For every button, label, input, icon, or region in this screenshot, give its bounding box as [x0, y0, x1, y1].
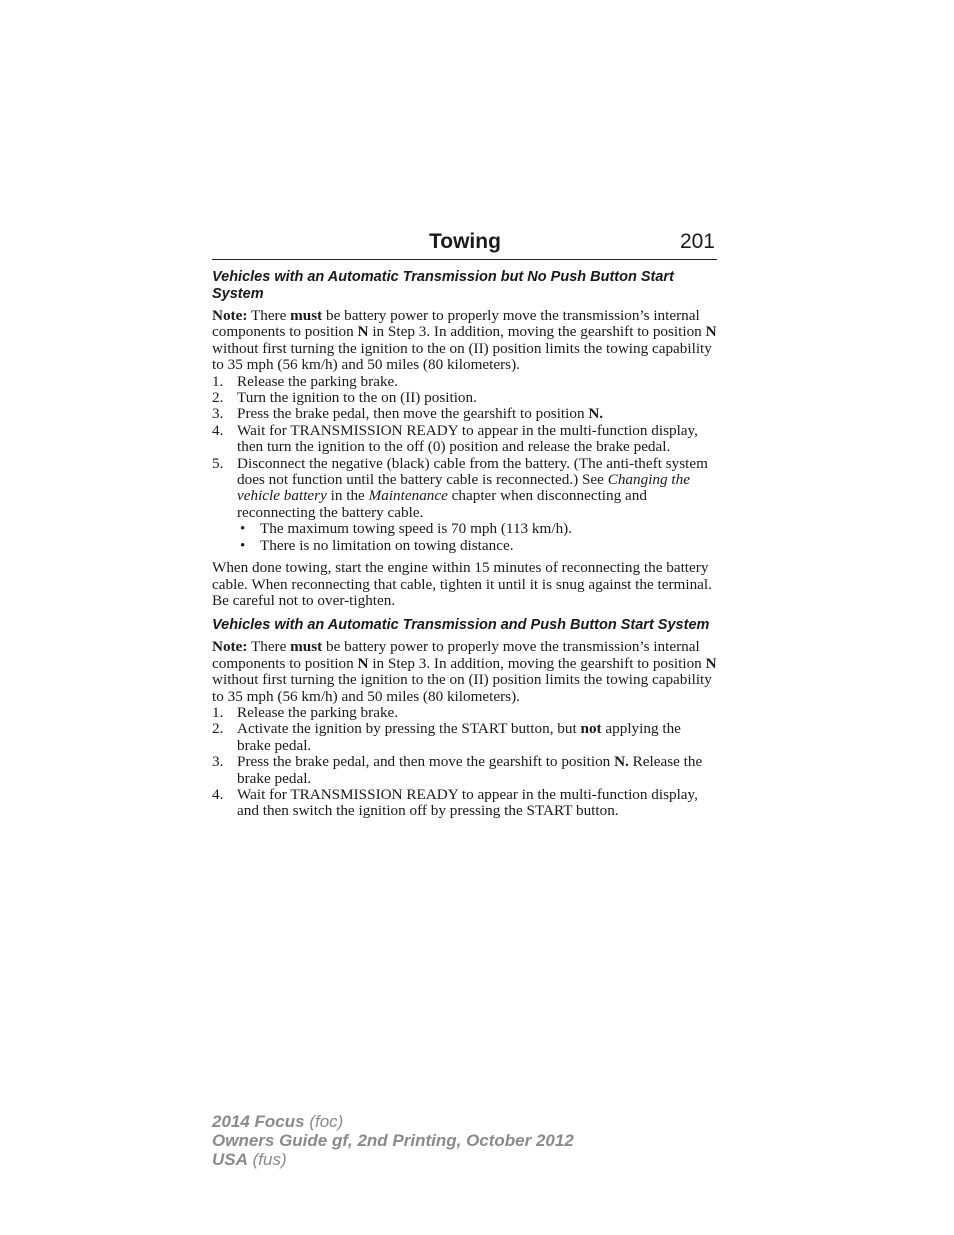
list-item: • The maximum towing speed is 70 mph (113 km/h).: [240, 520, 573, 538]
manual-page: [212, 229, 717, 820]
footer-line: USA (fus): [212, 1150, 287, 1169]
bullet-icon: •: [240, 536, 246, 554]
list-item: 4. Wait for TRANSMISSION READY to appear in the multi-function display, and then switch the ignition off by pressing the START button.: [212, 785, 698, 820]
list-item: 1. Release the parking brake.: [212, 703, 399, 721]
footer-line: 2014 Focus (foc): [212, 1112, 344, 1131]
note-paragraph: Note: There must be battery power to properly move the transmission’s internal components to position N in Step 3. In addition, moving the gearshift to position N without first turning the ignition to the on (II) position limits the towing capability to 35 mph (56 km/h) and 50 miles (80 kilometers).: [212, 638, 717, 705]
footer-line: Owners Guide gf, 2nd Printing, October 2012: [212, 1131, 574, 1150]
after-towing-paragraph: When done towing, start the engine within 15 minutes of reconnecting the battery cable. When reconnecting that cable, tighten it until it is snug against the terminal. Be careful not to over-tighten.: [212, 559, 712, 609]
list-item: • There is no limitation on towing distance.: [240, 536, 514, 554]
page-footer: [212, 1112, 574, 1169]
bullet-icon: •: [240, 520, 246, 538]
list-item: 3. Press the brake pedal, and then move the gearshift to position N. Release the brake pedal.: [212, 753, 703, 787]
steps-list: [212, 374, 717, 554]
list-item: 2. Turn the ignition to the on (II) position.: [212, 389, 477, 407]
section-heading-no-push-button: Vehicles with an Automatic Transmission but No Push Button Start System: [212, 269, 674, 302]
section-heading-push-button: Vehicles with an Automatic Transmission and Push Button Start System: [212, 617, 710, 634]
bullet-list: [237, 521, 717, 554]
note-paragraph: Note: There must be battery power to properly move the transmission’s internal components to position N in Step 3. In addition, moving the gearshift to position N without first turning the ignition to the on (II) position limits the towing capability to 35 mph (56 km/h) and 50 miles (80 kilometers).: [212, 307, 717, 374]
note-label: Note:: [212, 307, 248, 324]
note-label: Note:: [212, 638, 248, 656]
cross-reference: Maintenance: [368, 487, 448, 505]
list-item: 2. Activate the ignition by pressing the START button, but not applying the brake pedal.: [212, 720, 681, 754]
chapter-title: Towing: [429, 230, 501, 253]
list-item: 1. Release the parking brake.: [212, 372, 399, 390]
list-item: 3. Press the brake pedal, then move the gearshift to position N.: [212, 405, 604, 423]
list-item: 4. Wait for TRANSMISSION READY to appear in the multi-function display, then turn the ignition to the off (0) position and release the brake pedal.: [212, 421, 698, 456]
list-item: 5. Disconnect the negative (black) cable from the battery. (The anti-theft system does not function until the battery cable is reconnected.) See Changing the vehicle battery in the Maintenance chapter when disconnecting and reconnecting the battery cable. • The maximum towing speed is 70 mph (113 km/h). • There is no limitation on towing distance.: [212, 456, 717, 554]
page-number: 201: [679, 230, 715, 253]
cross-reference: Changing the vehicle battery: [237, 471, 690, 505]
steps-list: [212, 705, 717, 820]
page-header: [212, 229, 717, 260]
